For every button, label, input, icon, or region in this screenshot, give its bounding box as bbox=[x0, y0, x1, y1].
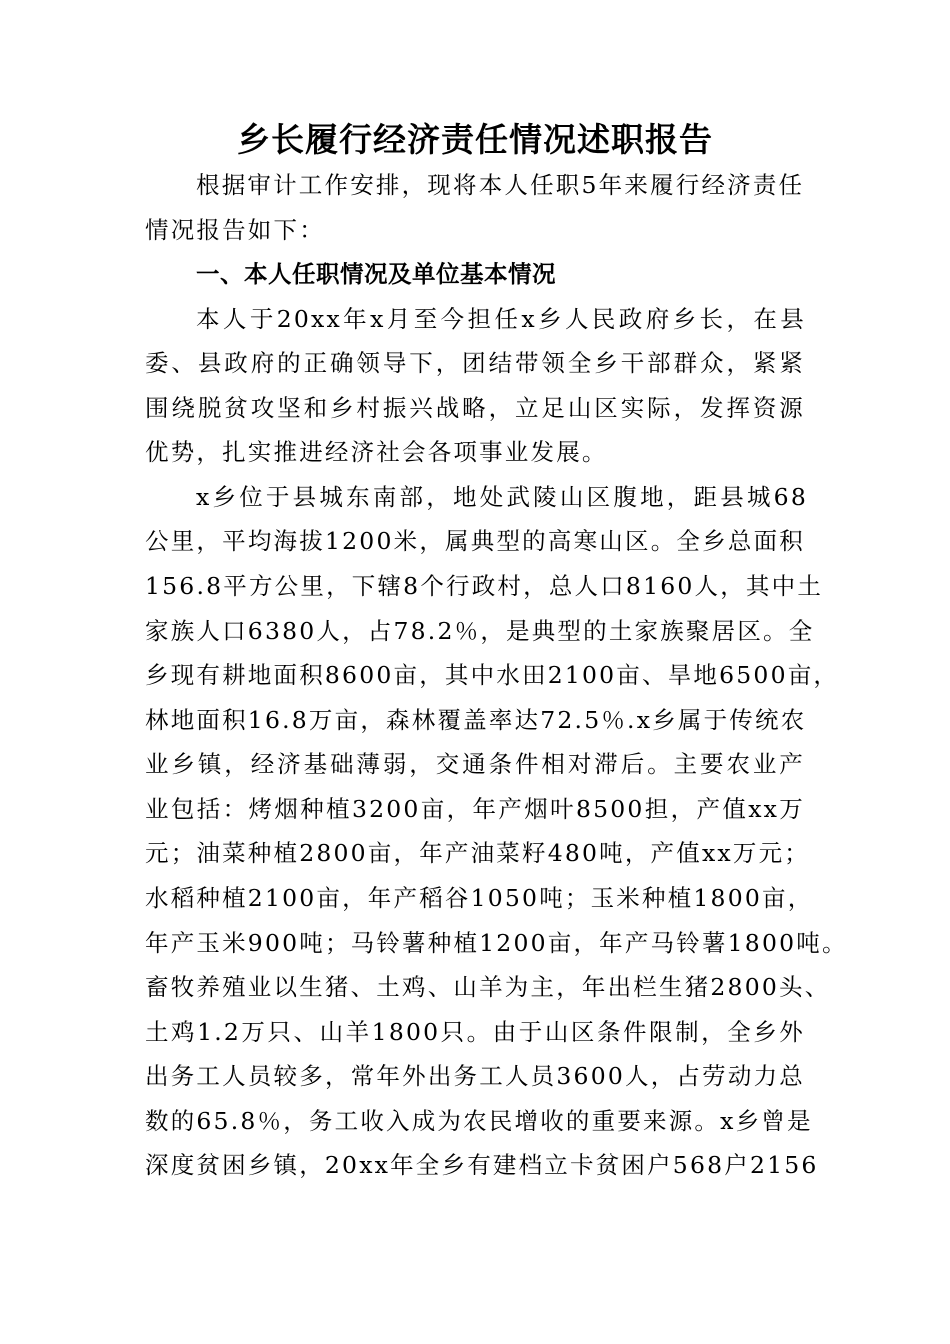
paragraph-2-line-3: 156.8平方公里，下辖8个行政村，总人口8160人，其中土 bbox=[145, 572, 824, 600]
section-1-heading: 一、本人任职情况及单位基本情况 bbox=[196, 260, 556, 288]
paragraph-2-line-14: 出务工人员较多，常年外出务工人员3600人，占劳动力总 bbox=[145, 1062, 805, 1090]
paragraph-2-line-15: 数的65.8％，务工收入成为农民增收的重要来源。x乡曾是 bbox=[145, 1107, 813, 1135]
document-title: 乡长履行经济责任情况述职报告 bbox=[237, 120, 713, 159]
paragraph-2-line-13: 土鸡1.2万只、山羊1800只。由于山区条件限制，全乡外 bbox=[145, 1018, 805, 1046]
paragraph-1-line-4: 优势，扎实推进经济社会各项事业发展。 bbox=[145, 438, 608, 466]
paragraph-2-line-2: 公里，平均海拔1200米，属典型的高寒山区。全乡总面积 bbox=[145, 527, 805, 555]
paragraph-2-line-5: 乡现有耕地面积8600亩，其中水田2100亩、旱地6500亩， bbox=[145, 661, 840, 689]
paragraph-2-line-9: 元；油菜种植2800亩，年产油菜籽480吨，产值xx万元； bbox=[145, 839, 810, 867]
paragraph-2-line-6: 林地面积16.8万亩，森林覆盖率达72.5％.x乡属于传统农 bbox=[145, 706, 807, 734]
paragraph-2-line-8: 业包括：烤烟种植3200亩，年产烟叶8500担，产值xx万 bbox=[145, 795, 805, 823]
paragraph-2-line-7: 业乡镇，经济基础薄弱，交通条件相对滞后。主要农业产 bbox=[145, 750, 805, 778]
paragraph-2-line-11: 年产玉米900吨；马铃薯种植1200亩，年产马铃薯1800吨。 bbox=[145, 929, 848, 957]
paragraph-1-line-1: 本人于20xx年x月至今担任x乡人民政府乡长，在县 bbox=[196, 305, 806, 333]
paragraph-1-line-2: 委、县政府的正确领导下，团结带领全乡干部群众，紧紧 bbox=[145, 349, 805, 377]
paragraph-2-line-16: 深度贫困乡镇，20xx年全乡有建档立卡贫困户568户2156 bbox=[145, 1151, 819, 1179]
intro-line-2: 情况报告如下： bbox=[145, 216, 325, 244]
paragraph-2-line-10: 水稻种植2100亩，年产稻谷1050吨；玉米种植1800亩， bbox=[145, 884, 814, 912]
paragraph-2-line-1: x乡位于县城东南部，地处武陵山区腹地，距县城68 bbox=[196, 483, 808, 511]
paragraph-1-line-3: 围绕脱贫攻坚和乡村振兴战略，立足山区实际，发挥资源 bbox=[145, 394, 805, 422]
intro-line-1: 根据审计工作安排，现将本人任职5年来履行经济责任 bbox=[196, 171, 805, 199]
paragraph-2-line-4: 家族人口6380人，占78.2％，是典型的土家族聚居区。全 bbox=[145, 617, 815, 645]
paragraph-2-line-12: 畜牧养殖业以生猪、土鸡、山羊为主，年出栏生猪2800头、 bbox=[145, 973, 831, 1001]
